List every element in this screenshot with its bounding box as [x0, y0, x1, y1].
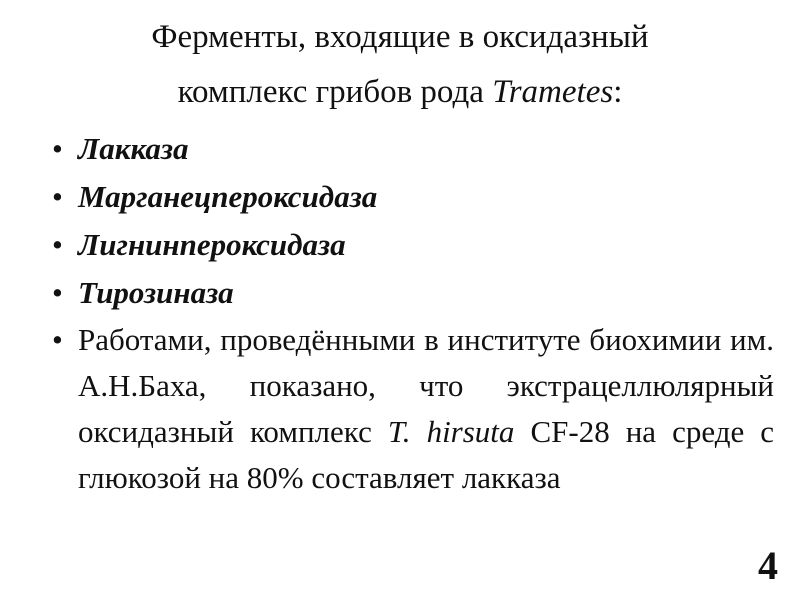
- title-line-2: [40, 65, 760, 120]
- enzyme-label: Лакказа: [78, 131, 189, 166]
- title-colon: :: [613, 74, 623, 110]
- enzyme-label: Марганецпероксидаза: [78, 179, 378, 214]
- slide-title: [40, 10, 760, 120]
- genus-name: Trametes: [492, 74, 614, 110]
- list-item-paragraph: [52, 317, 774, 501]
- bullet-icon: •: [52, 227, 63, 262]
- bullet-icon: •: [52, 322, 63, 357]
- list-item-enzyme: [52, 125, 774, 173]
- title-line-1: Ферменты, входящие в оксидазный: [151, 19, 649, 55]
- enzyme-label: Лигнинпероксидаза: [78, 227, 346, 262]
- page-number: 4: [758, 543, 778, 588]
- paragraph-text-2: CF-28 на среде с глюкозой на 80% составляет лакказа: [78, 414, 775, 495]
- title-line-2-text: комплекс грибов рода: [177, 74, 493, 110]
- species-name: T. hirsuta: [387, 414, 515, 449]
- research-paragraph: [78, 317, 774, 501]
- bullet-icon: •: [52, 275, 63, 310]
- enzyme-label: Тирозиназа: [78, 275, 234, 310]
- paragraph-text-1: Работами, проведёнными в институте биохимии им. А.Н.Баха, показано, что экстрацеллюлярный оксидазный комплекс: [78, 322, 774, 449]
- bullet-icon: •: [52, 131, 63, 166]
- list-item-enzyme: [52, 221, 774, 269]
- enzyme-list: [52, 125, 774, 501]
- list-item-enzyme: [52, 173, 774, 221]
- list-item-enzyme: [52, 269, 774, 317]
- bullet-icon: •: [52, 179, 63, 214]
